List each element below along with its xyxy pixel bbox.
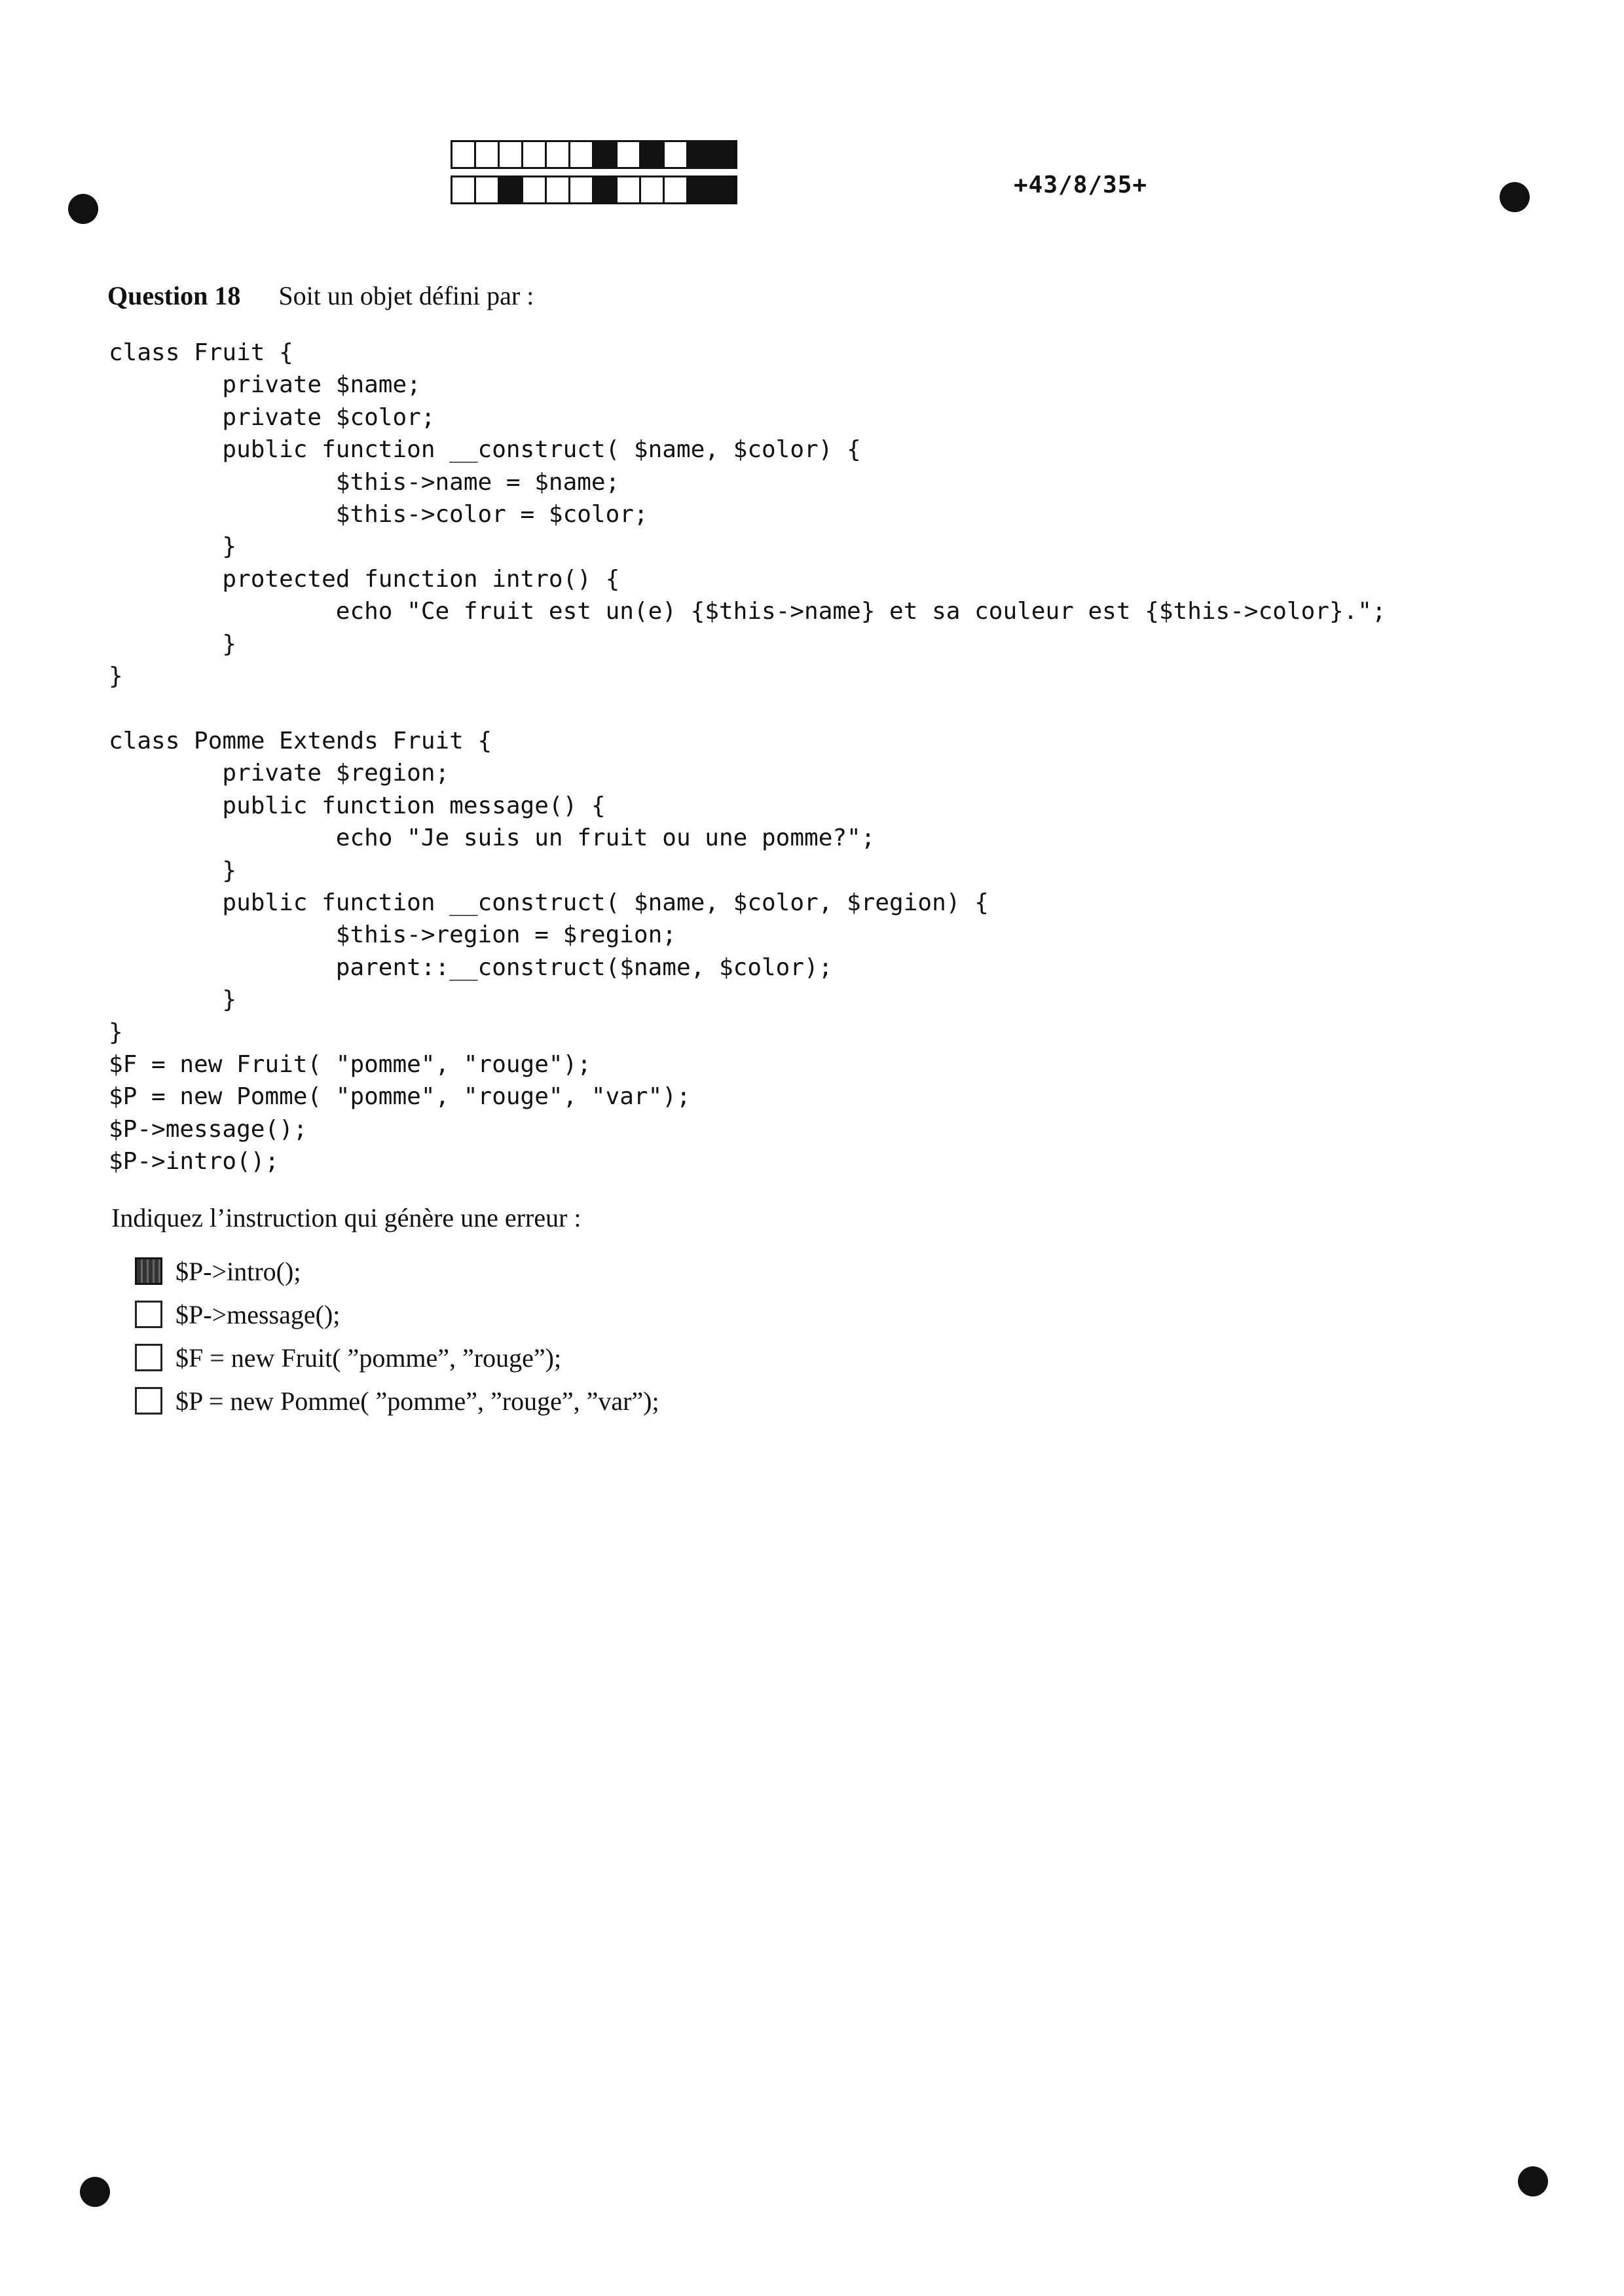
barcode-cell xyxy=(476,142,500,167)
answer-checkbox[interactable] xyxy=(135,1387,162,1415)
barcode-row-2 xyxy=(451,176,737,204)
barcode-cell xyxy=(618,142,641,167)
question-prompt: Indiquez l’instruction qui génère une erreur : xyxy=(111,1203,581,1232)
answer-checkbox[interactable] xyxy=(135,1301,162,1328)
barcode-cell xyxy=(641,177,665,202)
barcode-cell xyxy=(570,177,594,202)
barcode-cell xyxy=(712,177,735,202)
page-id: +43/8/35+ xyxy=(1014,172,1148,198)
barcode-cell xyxy=(594,142,618,167)
answer-label: $P = new Pomme( ”pomme”, ”rouge”, ”var”); xyxy=(175,1386,659,1416)
answer-list xyxy=(135,1255,659,1417)
barcode-cell xyxy=(688,177,712,202)
question-header xyxy=(107,280,534,311)
registration-mark-top-right xyxy=(1500,182,1530,212)
barcode-cell xyxy=(665,177,688,202)
barcode-cell xyxy=(523,142,547,167)
code-block: class Fruit { private $name; private $color; public function __construct( $name, $color) { $this->name = $name; $this->color = $color; } protected function intro() { echo "Ce fruit est un(e) {$this->name} et sa couleur est {$this->color}."; } } class Pomme Extends Fruit { private $region; public function message() { echo "Je suis un fruit ou une pomme?"; } public function __construct( $name, $color, $region) { $this->region = $region; parent::__construct($name, $color); } } $F = new Fruit( "pomme", "rouge"); $P = new Pomme( "pomme", "rouge", "var"); $P->message(); $P->intro(); xyxy=(109,339,1386,1176)
question-label: Question 18 xyxy=(107,281,241,310)
barcode-row-1 xyxy=(451,140,737,169)
barcode-cell xyxy=(547,142,570,167)
answer-checkbox[interactable] xyxy=(135,1344,162,1371)
barcode-cell xyxy=(665,142,688,167)
barcode-cell xyxy=(452,142,476,167)
barcode-cell xyxy=(500,142,523,167)
barcode-cell xyxy=(476,177,500,202)
answer-label: $P->message(); xyxy=(175,1299,341,1329)
answer-option-3[interactable] xyxy=(135,1341,659,1374)
registration-mark-bottom-left xyxy=(80,2177,110,2207)
answer-label: $F = new Fruit( ”pomme”, ”rouge”); xyxy=(175,1342,562,1373)
answer-option-2[interactable] xyxy=(135,1298,659,1331)
answer-label: $P->intro(); xyxy=(175,1256,301,1286)
barcode-cell xyxy=(641,142,665,167)
barcode-cell xyxy=(594,177,618,202)
barcode-cell xyxy=(688,142,712,167)
answer-option-4[interactable] xyxy=(135,1384,659,1417)
answer-option-1[interactable] xyxy=(135,1255,659,1287)
barcode-cell xyxy=(452,177,476,202)
registration-mark-bottom-right xyxy=(1518,2166,1548,2196)
registration-mark-top-left xyxy=(68,194,98,224)
answer-checkbox[interactable] xyxy=(135,1257,162,1285)
barcode-cell xyxy=(547,177,570,202)
question-intro: Soit un objet défini par : xyxy=(278,281,534,310)
barcode-cell xyxy=(523,177,547,202)
page-barcode xyxy=(451,140,737,204)
barcode-cell xyxy=(570,142,594,167)
barcode-cell xyxy=(618,177,641,202)
barcode-cell xyxy=(712,142,735,167)
barcode-cell xyxy=(500,177,523,202)
